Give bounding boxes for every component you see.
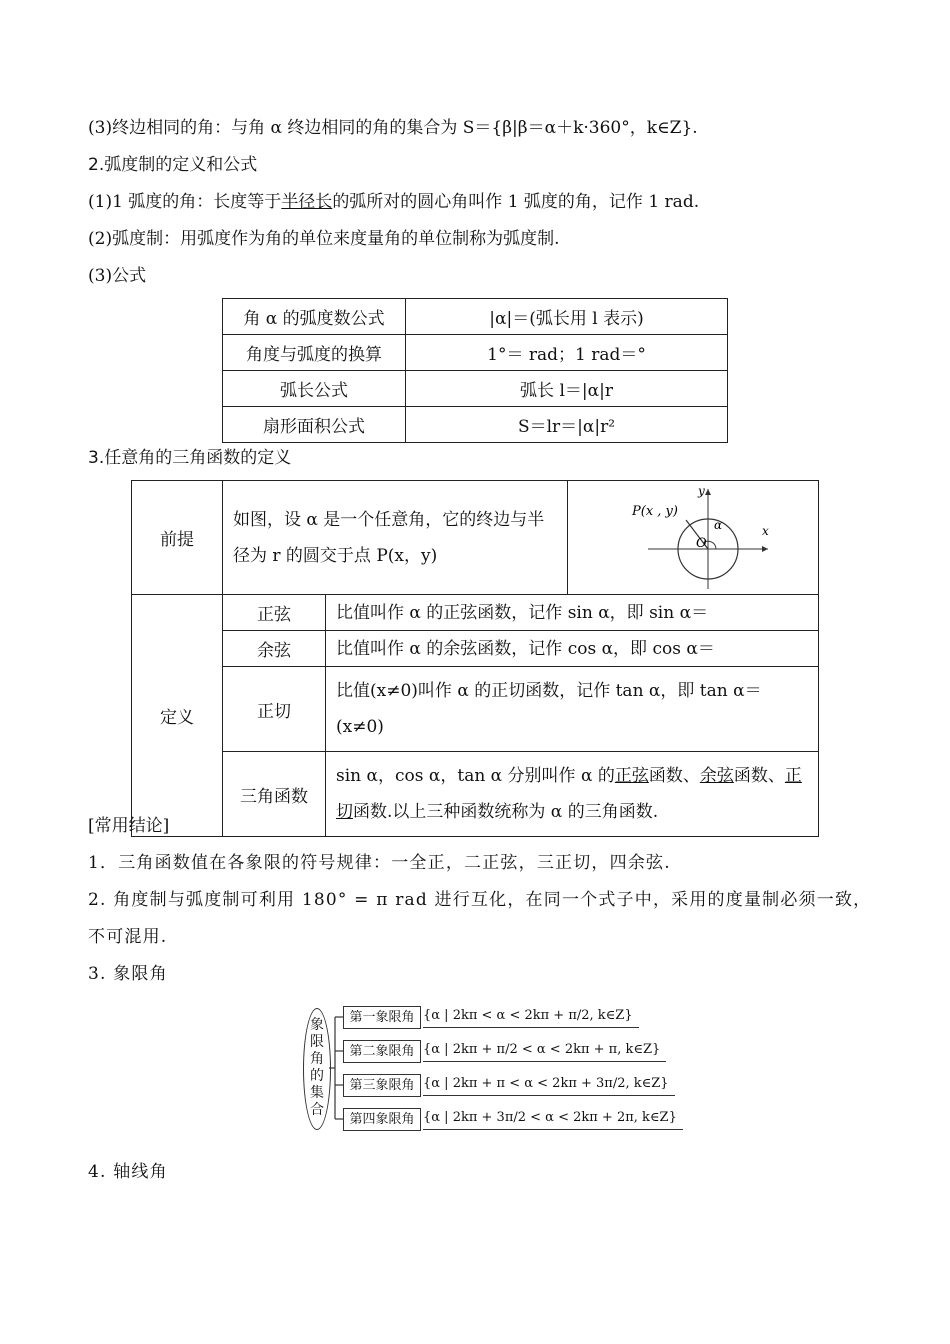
cosine-name: 余弦 [223,631,326,667]
table-row [132,667,819,752]
trig-desc-part: 函数、 [733,766,785,786]
table-cell: 角 α 的弧度数公式 [223,299,406,335]
def-radian [88,190,699,214]
x-axis-arrow [762,546,768,552]
angle-label: α [714,518,723,532]
table-cell: 扇形面积公式 [223,407,406,443]
trig-desc [326,752,819,837]
quadrant-4-set: {α | 2kπ + 3π/2 < α < 2kπ + 2π, k∈Z} [423,1107,683,1130]
origin-label: O [696,536,707,551]
table-row [132,752,819,837]
point-label: P(x , y) [632,504,678,519]
table-row [223,407,728,443]
definition-label: 定义 [132,595,223,837]
y-axis-label: y [698,484,705,498]
table-row [132,631,819,667]
conclusion-2b: 不可混用. [88,927,168,947]
trig-desc-part: 函数.以上三种函数统称为 α 的三角函数. [353,802,659,822]
table-row [132,595,819,631]
table-cell: |α|＝(弧长用 l 表示) [406,299,728,335]
y-axis-arrow [705,489,711,495]
unit-circle-svg [568,481,818,589]
quadrant-3-set: {α | 2kπ + π < α < 2kπ + 3π/2, k∈Z} [423,1073,675,1096]
terminal-same-angle: (3)终边相同的角：与角 α 终边相同的角的集合为 S＝{β|β＝α＋k·360°，k∈Z}. [88,118,698,138]
section-2-title: 2.弧度制的定义和公式 [88,155,258,175]
conclusion-4: 4. 轴线角 [88,1162,168,1182]
table-cell: 角度与弧度的换算 [223,335,406,371]
trig-desc-part: sin α，cos α，tan α 分别叫作 α 的 [336,766,615,786]
conclusion-3: 3. 象限角 [88,964,168,984]
tangent-desc: 比值(x≠0)叫作 α 的正切函数，记作 tan α，即 tan α＝(x≠0) [326,667,819,752]
table-cell: 弧长公式 [223,371,406,407]
trig-name: 三角函数 [223,752,326,837]
section-3-title: 3.任意角的三角函数的定义 [88,448,292,468]
sine-name: 正弦 [223,595,326,631]
cosine-desc: 比值叫作 α 的余弦函数，记作 cos α，即 cos α＝ [326,631,819,667]
trig-definition-table [131,480,819,837]
trig-desc-underlined: 余弦 [699,766,734,786]
table-cell: 1°＝ rad；1 rad＝° [406,335,728,371]
premise-label: 前提 [132,481,223,595]
premise-text: 如图，设 α 是一个任意角，它的终边与半径为 r 的圆交于点 P(x，y) [223,481,568,595]
quadrant-1-set: {α | 2kπ < α < 2kπ + π/2, k∈Z} [423,1005,639,1028]
diagram-title-text: 象限角的集合 [310,1017,324,1118]
quadrant-3-label: 第三象限角 [343,1074,421,1097]
table-row [223,299,728,335]
table-cell: 弧长 l＝|α|r [406,371,728,407]
table-row [223,335,728,371]
quadrant-2-label: 第二象限角 [343,1040,421,1063]
trig-desc-part: 函数、 [648,766,700,786]
radian-system: (2)弧度制：用弧度作为角的单位来度量角的单位制称为弧度制. [88,229,560,249]
quadrant-4-label: 第四象限角 [343,1108,421,1131]
formula-table [222,298,728,443]
quadrant-1-label: 第一象限角 [343,1006,421,1029]
table-cell: S＝lr＝|α|r² [406,407,728,443]
def-radian-pre: (1)1 弧度的角：长度等于 [88,192,282,212]
def-radian-post: 的弧所对的圆心角叫作 1 弧度的角，记作 1 rad. [332,192,700,212]
x-axis-label: x [762,524,769,538]
def-radian-underlined: 半径长 [281,192,333,212]
tangent-name: 正切 [223,667,326,752]
formula-label: (3)公式 [88,266,147,286]
quadrant-2-set: {α | 2kπ + π/2 < α < 2kπ + π, k∈Z} [423,1039,666,1062]
conclusion-1: 1．三角函数值在各象限的符号规律：一全正，二正弦，三正切，四余弦. [88,853,671,873]
trig-desc-underlined: 正切 [336,766,802,822]
diagram-title [304,1017,330,1119]
sine-desc: 比值叫作 α 的正弦函数，记作 sin α，即 sin α＝ [326,595,819,631]
common-conclusions-title: [常用结论] [88,816,170,836]
unit-circle-figure [568,481,819,595]
table-row [132,481,819,595]
table-row [223,371,728,407]
trig-desc-underlined: 正弦 [614,766,649,786]
conclusion-2a: 2. 角度制与弧度制可利用 180° = π rad 进行互化，在同一个式子中，采用的度量制必须一致， [88,890,872,910]
